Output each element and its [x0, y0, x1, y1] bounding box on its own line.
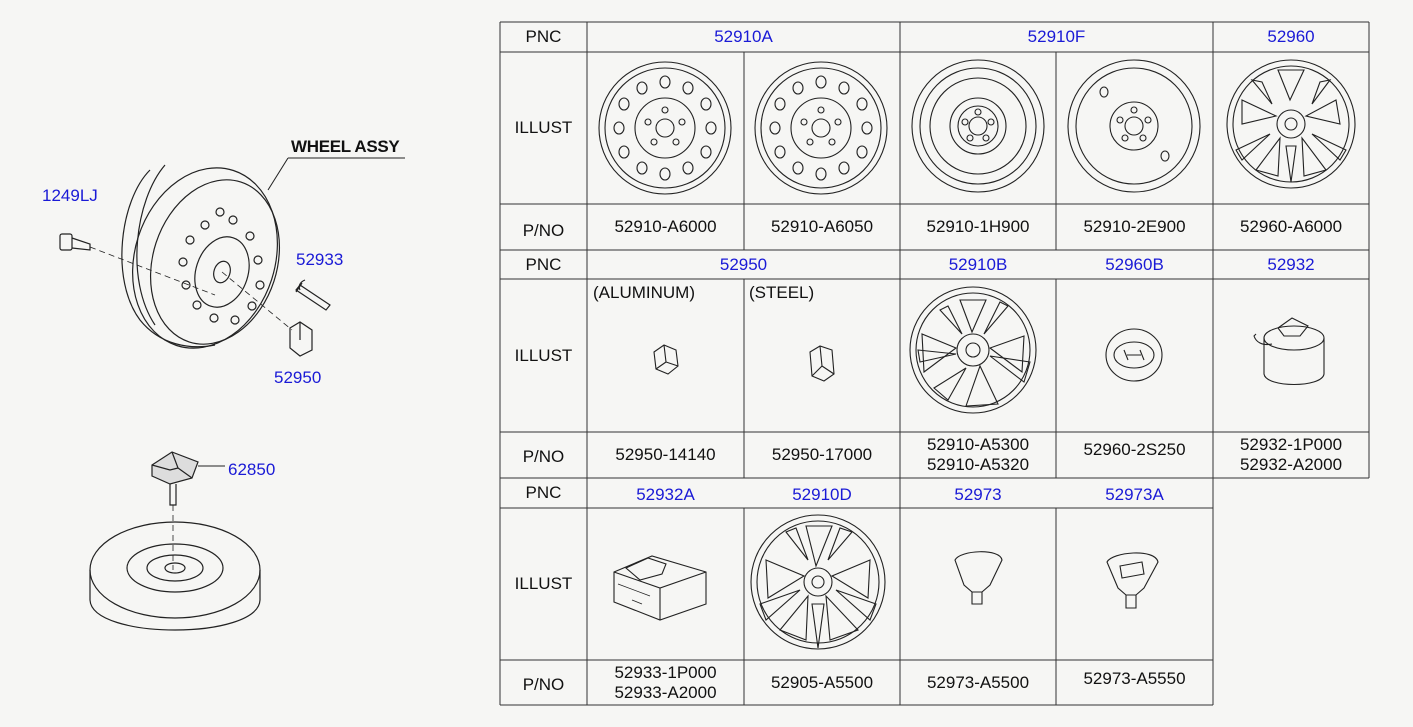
pno-52910b-group [900, 432, 1056, 478]
nut-aluminum-icon [654, 345, 678, 374]
pnc-52973a[interactable]: 52973A [1105, 485, 1164, 504]
wheel-52910-a6050-icon [755, 62, 887, 194]
valve-part-label[interactable]: 52933 [296, 250, 344, 269]
pno-52905-a5500[interactable]: 52905-A5500 [770, 672, 874, 692]
row1-illust-header: ILLUST [514, 118, 573, 137]
cap-52973a-icon [1107, 553, 1158, 608]
pno-52910-a6000[interactable]: 52910-A6000 [614, 217, 717, 236]
tire-sealant-kit-icon [1254, 318, 1324, 385]
pno-52933-1p000[interactable]: 52933-1P000 [614, 662, 717, 682]
row1-pno-header: P/NO [522, 221, 565, 240]
nut-part-label[interactable]: 52950 [274, 368, 322, 387]
hub-cap-emblem-icon [1106, 329, 1162, 381]
clamp-part-label[interactable]: 62850 [228, 460, 276, 479]
compressor-kit-icon [614, 556, 706, 620]
cap-52973-icon [955, 552, 1002, 604]
pno-52910-a6050[interactable]: 52910-A6050 [770, 217, 874, 236]
pno-52932-a2000[interactable]: 52932-A2000 [1239, 455, 1343, 474]
pno-52910-a5300[interactable]: 52910-A5300 [926, 435, 1030, 454]
note-aluminum: (ALUMINUM) [593, 283, 695, 302]
pno-52932-1p000[interactable]: 52932-1P000 [1239, 435, 1343, 454]
pno-52933-a2000[interactable]: 52933-A2000 [614, 682, 717, 702]
wheel-assy-label: WHEEL ASSY [291, 137, 400, 156]
pno-52950-14140[interactable]: 52950-14140 [615, 445, 716, 464]
row2-pnc-header: PNC [525, 254, 562, 274]
pno-52973-a5500[interactable]: 52973-A5500 [926, 672, 1030, 692]
row2-illust-header: ILLUST [514, 345, 573, 365]
pnc-52910a[interactable]: 52910A [714, 27, 773, 46]
wheel-52910-a6000-icon [599, 62, 731, 194]
nut-steel-icon [810, 346, 834, 381]
pnc-52910f[interactable]: 52910F [1027, 27, 1086, 46]
pno-52932-group [1213, 432, 1369, 478]
pno-52950-17000[interactable]: 52950-17000 [771, 445, 873, 464]
pnc-52932[interactable]: 52932 [1267, 254, 1315, 274]
pnc-52932a[interactable]: 52932A [636, 485, 695, 504]
pnc-52910d[interactable]: 52910D [792, 485, 852, 504]
row1-pnc-header: PNC [525, 27, 562, 46]
pnc-52960b[interactable]: 52960B [1105, 254, 1164, 274]
pnc-52973[interactable]: 52973 [954, 485, 1002, 504]
wheel-52910-1h900-icon [912, 60, 1044, 192]
bolt-part-label[interactable]: 1249LJ [42, 186, 98, 205]
pnc-52910b[interactable]: 52910B [948, 254, 1008, 274]
pno-52960-2s250[interactable]: 52960-2S250 [1083, 440, 1186, 459]
row2-pno-header: P/NO [522, 447, 565, 466]
row3-illust-header: ILLUST [514, 574, 573, 593]
pnc-52950[interactable]: 52950 [719, 254, 768, 274]
wheel-52910b-icon [910, 287, 1036, 413]
pnc-52960[interactable]: 52960 [1267, 27, 1315, 46]
pno-52960-a6000[interactable]: 52960-A6000 [1239, 217, 1343, 236]
pno-52910-a5320[interactable]: 52910-A5320 [926, 455, 1030, 474]
wheel-52910-2e900-icon [1068, 60, 1200, 192]
pno-52910-1h900[interactable]: 52910-1H900 [926, 217, 1030, 236]
pno-52973-a5550[interactable]: 52973-A5550 [1083, 668, 1186, 688]
row3-pno-header: P/NO [522, 674, 565, 694]
wheel-52960-a6000-icon [1227, 60, 1355, 188]
wheel-52910d-icon [751, 515, 885, 649]
note-steel: (STEEL) [749, 283, 815, 302]
pno-52910-2e900[interactable]: 52910-2E900 [1083, 217, 1186, 236]
row3-pnc-header: PNC [525, 483, 562, 502]
pno-52933-group [587, 660, 744, 705]
